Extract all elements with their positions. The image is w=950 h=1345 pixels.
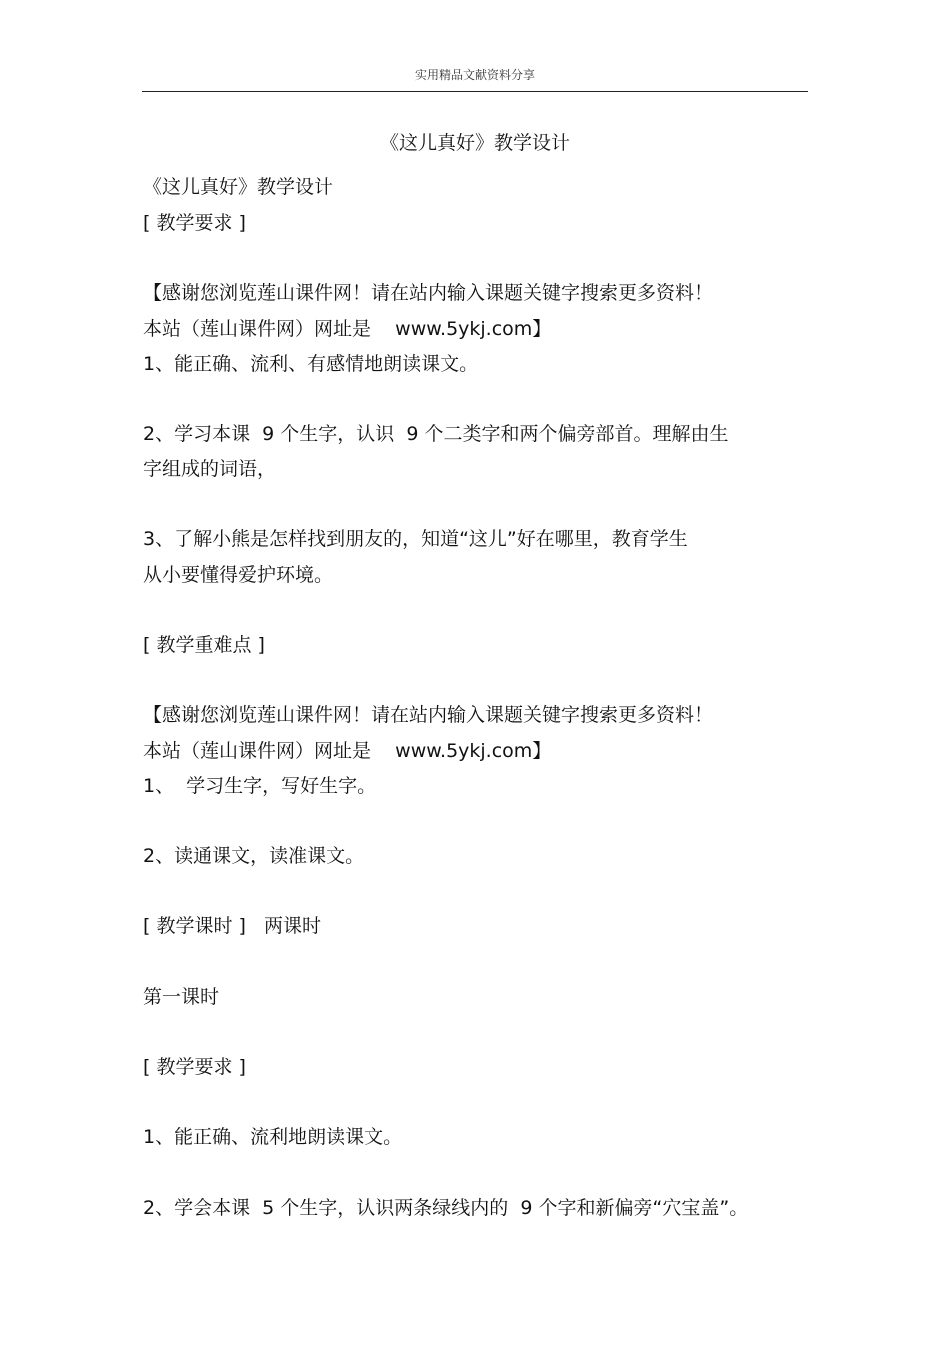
section-heading: [ 教学要求 ] bbox=[143, 1056, 246, 1078]
page-header: 实用精品文献资料分享 bbox=[414, 68, 535, 82]
list-item: 2、学会本课 5 个生字，认识两条绿线内的 9 个字和新偏旁“穴宝盖”。 bbox=[143, 1197, 749, 1219]
text-line: 从小要懂得爱护环境。 bbox=[143, 564, 334, 586]
text-line: 【感谢您浏览莲山课件网！请在站内输入课题关键字搜索更多资料！ bbox=[143, 704, 714, 726]
text-line: 《这儿真好》教学设计 bbox=[143, 176, 334, 198]
section-heading: [ 教学要求 ] bbox=[143, 212, 246, 234]
section-heading: [ 教学课时 ] 两课时 bbox=[143, 915, 322, 937]
list-item: 1、能正确、流利、有感情地朗读课文。 bbox=[143, 353, 479, 375]
list-item: 2、学习本课 9 个生字，认识 9 个二类字和两个偏旁部首。理解由生 bbox=[143, 423, 729, 445]
text-line: 【感谢您浏览莲山课件网！请在站内输入课题关键字搜索更多资料！ bbox=[143, 282, 714, 304]
list-item: 1、 学习生字，写好生字。 bbox=[143, 775, 377, 797]
section-heading: 第一课时 bbox=[143, 986, 220, 1008]
document-title: 《这儿真好》教学设计 bbox=[379, 132, 570, 154]
text-line: 字组成的词语， bbox=[143, 458, 277, 480]
list-item: 1、能正确、流利地朗读课文。 bbox=[143, 1126, 403, 1148]
header-divider bbox=[142, 91, 808, 92]
text-line: 本站（莲山课件网）网址是 www.5ykj.com】 bbox=[143, 318, 552, 340]
list-item: 3、了解小熊是怎样找到朋友的，知道“这儿”好在哪里，教育学生 bbox=[143, 528, 688, 550]
list-item: 2、读通课文，读准课文。 bbox=[143, 845, 365, 867]
section-heading: [ 教学重难点 ] bbox=[143, 634, 265, 656]
text-line: 本站（莲山课件网）网址是 www.5ykj.com】 bbox=[143, 740, 552, 762]
